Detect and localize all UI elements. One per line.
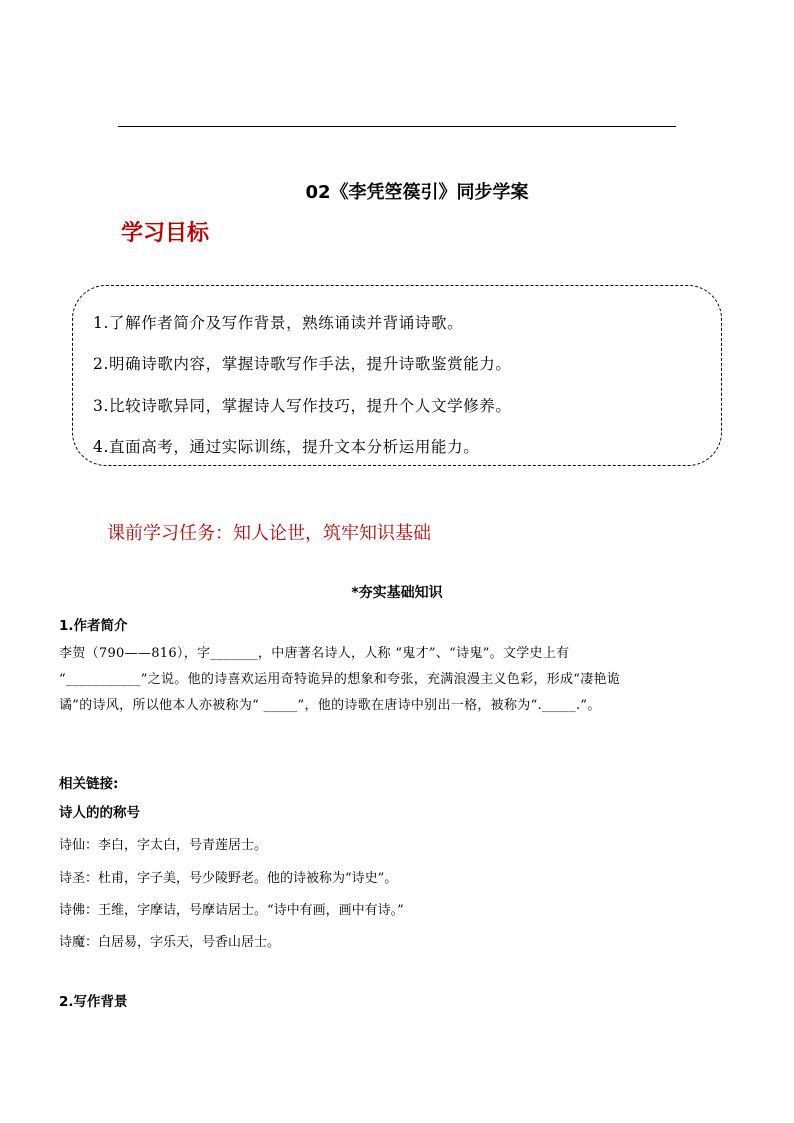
poet-title-item: 诗佛：王维，字摩诘，号摩诘居士。“诗中有画，画中有诗。” [59,903,404,918]
objective-item: 2.明确诗歌内容，掌握诗歌写作手法，提升诗歌鉴赏能力。 [93,355,512,373]
paragraph-line: 谲”的诗风，所以他本人亦被称为“ _____”，他的诗歌在唐诗中别出一格，被称为“._____.”。 [59,698,601,713]
document-title: 02《李凭箜篌引》同步学案 [305,182,529,203]
objective-item: 4.直面高考，通过实际训练，提升文本分析运用能力。 [93,438,480,456]
header-rule [118,126,676,127]
objective-item: 1.了解作者简介及写作背景，熟练诵读并背诵诗歌。 [93,314,464,332]
objectives-heading: 学习目标 [121,221,210,246]
pre-class-task-heading: 课前学习任务：知人论世，筑牢知识基础 [107,523,431,544]
objectives-box [72,285,722,466]
objective-item: 3.比较诗歌异同，掌握诗人写作技巧，提升个人文学修养。 [93,397,512,415]
basics-heading: *夯实基础知识 [351,585,443,601]
poet-title-item: 诗魔：白居易，字乐天，号香山居士。 [59,935,281,950]
author-paragraph [59,641,729,719]
related-links-heading: 相关链接: [59,776,119,792]
background-heading: 2.写作背景 [59,994,128,1010]
poet-title-item: 诗仙：李白，字太白，号青莲居士。 [59,838,268,853]
poet-title-item: 诗圣：杜甫，字子美，号少陵野老。他的诗被称为“诗史”。 [59,871,398,886]
poet-titles-heading: 诗人的的称号 [59,805,140,821]
paragraph-line: “___________”之说。他的诗喜欢运用奇特诡异的想象和夸张，充满浪漫主义色彩，形成“凄艳诡 [59,672,621,687]
author-heading: 1.作者简介 [59,618,128,634]
paragraph-line: 李贺（790——816），字_______，中唐著名诗人，人称 “鬼才”、“诗鬼”。文学史上有 [59,646,570,661]
